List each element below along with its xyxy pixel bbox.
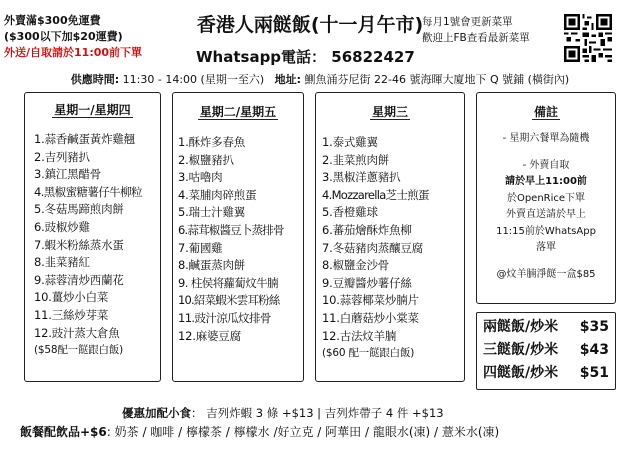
list-item: 12.古法炆羊腩 <box>322 328 397 343</box>
list-item: 8.椒鹽金沙骨 <box>322 258 390 273</box>
list-item: 6.豉椒炒雞 <box>34 219 90 234</box>
delivery-info <box>4 13 204 61</box>
list-item: 8.韭菜豬紅 <box>34 255 90 270</box>
list-item: 1.蒜香鹹蛋黃炸雞翹 <box>34 132 135 146</box>
notes-box <box>476 92 616 304</box>
list-item: 5.瑞士汁雞翼 <box>178 205 246 220</box>
delivery-fee-line: ($300以下加$20運費) <box>4 30 123 43</box>
notice-line-1: 每月1號會更新菜單 <box>422 16 513 28</box>
drink-options <box>20 423 620 440</box>
hours-label: 供應時間: <box>70 73 120 86</box>
list-item: 9.豆瓣醬炒薯仔絲 <box>322 275 412 290</box>
addon-label: 優惠加配小食 <box>122 406 191 420</box>
note-line: 落單 <box>536 242 556 253</box>
order-deadline-line: 外送/自取請於11:00前下單 <box>4 46 143 59</box>
dish-list <box>25 131 160 360</box>
addon-snacks <box>122 405 444 421</box>
price-value: $35 <box>579 319 609 335</box>
page-title: 香港人兩餸飯(十一月午市) <box>196 14 424 36</box>
menu-update-notice <box>422 14 562 46</box>
list-item: 2.韭菜煎肉餅 <box>322 152 390 167</box>
list-item: 1.酥炸多春魚 <box>178 135 246 149</box>
list-item: 5.冬菇馬蹄煎肉餅 <box>34 202 124 217</box>
delivery-free-line: 外賣滿$300免運費 <box>4 14 101 27</box>
menu-heading: 星期一/星期四 <box>54 103 131 117</box>
list-item: 9.蒜蓉清炒西蘭花 <box>34 272 124 287</box>
note-line: 11:15前於WhatsApp <box>496 225 596 237</box>
drinks-text: : 奶茶 / 咖啡 / 檸檬茶 / 檸檬水 /好立克 / 阿華田 / 龍眼水(凍) / 薏米水(凍) <box>106 425 500 439</box>
list-item: ($58配一餸跟白飯) <box>34 344 124 357</box>
notes-heading: 備註 <box>533 105 558 119</box>
list-item: 4.黑椒蜜糖薯仔牛柳粒 <box>34 184 142 199</box>
price-row <box>483 339 609 362</box>
list-item: 10.蒜蓉椰菜炒腩片 <box>322 293 419 308</box>
menu-wed <box>315 92 465 382</box>
list-item: ($60 配一餸跟白飯) <box>322 347 415 360</box>
price-row <box>483 316 609 339</box>
price-value: $43 <box>579 342 609 358</box>
list-item: 4.Mozzarella芝士煎蛋 <box>322 187 429 202</box>
note-line: - 星期六餐單為隨機 <box>502 133 590 144</box>
hours-value: 11:30 - 14:00 (星期一至六) <box>122 73 265 86</box>
list-item: 4.菜脯肉碎煎蛋 <box>178 187 257 202</box>
list-item: 10.紹菜蝦米雲耳粉絲 <box>178 293 280 308</box>
price-label: 三餸飯/炒米 <box>483 342 559 358</box>
opening-hours-bar <box>0 71 640 87</box>
address-value: 鰂魚涌芬尼街 22-46 號海暉大廈地下 Q 號鋪 (橫街內) <box>304 73 570 86</box>
list-item: 12.麻婆豆腐 <box>178 328 241 343</box>
drinks-label: 飯餐配飲品+$6 <box>20 425 107 439</box>
list-item: 3.咕嚕肉 <box>178 170 223 185</box>
list-item: 3.黑椒洋蔥豬扒 <box>322 170 401 185</box>
list-item: 11.豉汁涼瓜炆排骨 <box>178 310 271 325</box>
list-item: 7.冬菇豬肉蒸釀豆腐 <box>322 240 423 255</box>
list-item: 6.蕃茄燴酥炸魚柳 <box>322 222 412 237</box>
list-item: 12.豉汁蒸大倉魚 <box>34 325 120 340</box>
list-item: 3.鎮江黑醋骨 <box>34 167 102 182</box>
addon-text: ： 吉列炸蝦 3 條 +$13 | 吉列炸帶子 4 件 +$13 <box>191 406 444 420</box>
note-line <box>477 148 615 158</box>
note-line: 請於早上11:00前 <box>505 176 587 187</box>
price-box <box>476 312 616 390</box>
price-label: 兩餸飯/炒米 <box>483 319 559 335</box>
menu-tue-fri <box>172 92 304 382</box>
note-line: - 外賣自取 <box>522 159 570 171</box>
price-row <box>483 362 609 385</box>
notice-line-2: 歡迎上FB查看最新菜單 <box>422 32 530 44</box>
notes-list <box>477 131 615 283</box>
list-item: 7.蝦米粉絲蒸水蛋 <box>34 237 124 252</box>
list-item: 1.泰式雞翼 <box>322 135 378 149</box>
list-item: 8.鹹蛋蒸肉餅 <box>178 258 246 273</box>
price-value: $51 <box>579 365 609 381</box>
note-line: 於OpenRice下單 <box>506 192 586 204</box>
price-label: 四餸飯/炒米 <box>483 365 559 381</box>
menu-mon-thu <box>24 92 161 382</box>
dish-list <box>316 134 464 363</box>
dish-list <box>173 134 303 345</box>
note-line: 外賣直送請於早上 <box>506 209 586 220</box>
list-item: 6.蒜茸椒醬豆卜蒸排骨 <box>178 222 284 237</box>
list-item: 11.白蘑菇炒小棠菜 <box>322 310 419 325</box>
list-item: 10.薑炒小白菜 <box>34 290 109 305</box>
list-item: 7.葡國雞 <box>178 240 223 255</box>
address-label: 地址: <box>274 73 302 86</box>
menu-heading: 星期二/星期五 <box>199 105 277 119</box>
whatsapp-phone: Whatsapp電話： 56822427 <box>196 48 415 66</box>
list-item: 2.吉列豬扒 <box>34 149 90 164</box>
note-line: @炆羊腩淨餸一盒$85 <box>496 268 596 280</box>
list-item: 5.香橙雞球 <box>322 205 378 220</box>
list-item: 11.三絲炒芽菜 <box>34 307 109 322</box>
menu-heading: 星期三 <box>371 105 408 119</box>
qr-code-icon[interactable] <box>564 14 612 62</box>
list-item: 2.椒鹽豬扒 <box>178 152 234 167</box>
list-item: 9. 柱侯将蘿蔔炆牛腩 <box>178 275 279 290</box>
note-line <box>477 257 615 267</box>
